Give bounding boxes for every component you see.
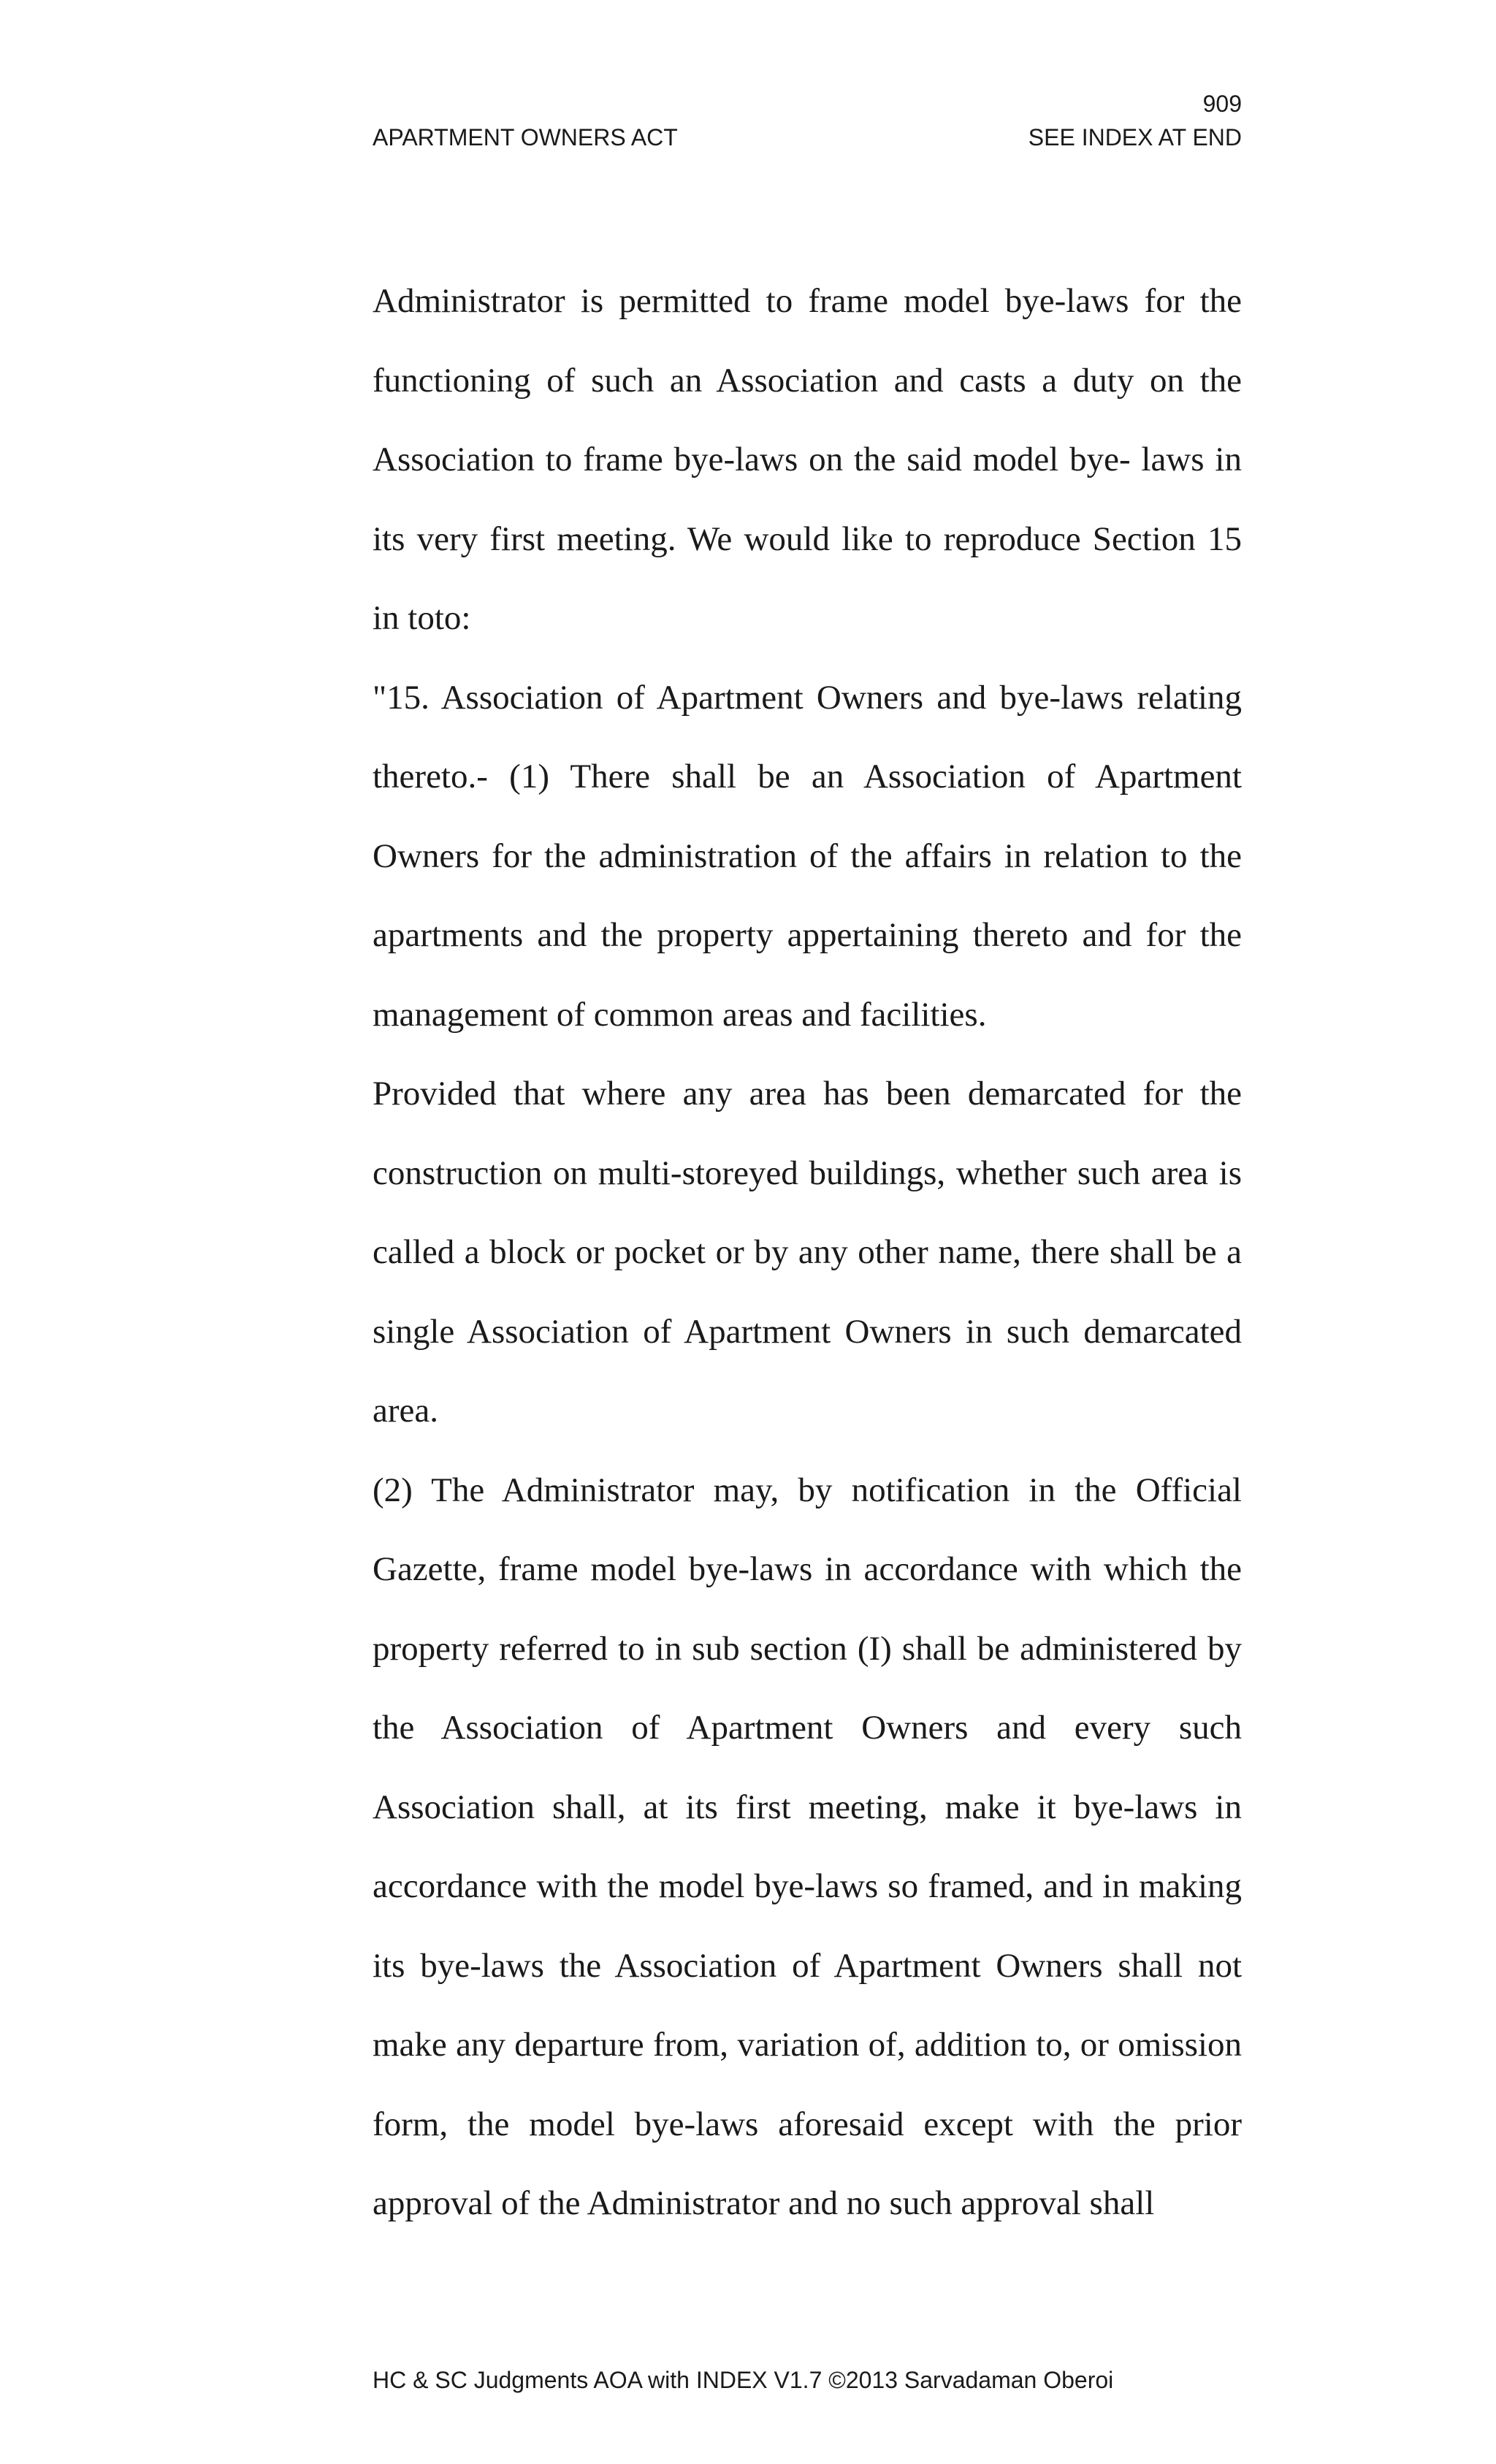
page-footer: HC & SC Judgments AOA with INDEX V1.7 ©2013 Sarvadaman Oberoi (373, 2367, 1114, 2393)
paragraph-section-15-1: "15. Association of Apartment Owners and bye-laws relating thereto.- (1) There shall be an Association of Apartment Owners for the administration of the affairs in relation to the apartments and the property appertaining thereto and for the management of common areas and facilities. (373, 678, 1242, 1034)
paragraph-section-15-2: (2) The Administrator may, by notification in the Official Gazette, frame model bye-laws in accordance with which the property referred to in sub section (I) shall be administered by the Association of Apartment Owners and every such Association shall, at its first meeting, make it bye-laws in accordance with the model bye-laws so framed, and in making its bye-laws the Association of Apartment Owners shall not make any departure from, variation of, addition to, or omission form, the model bye-laws aforesaid except with the prior approval of the Administrator and no such approval shall (373, 1471, 1242, 2222)
document-body (373, 262, 1242, 2243)
running-header-title: APARTMENT OWNERS ACT (373, 124, 678, 150)
running-header-index-note: SEE INDEX AT END (1028, 124, 1242, 150)
paragraph-proviso: Provided that where any area has been demarcated for the construction on multi-storeyed buildings, whether such area is called a block or pocket or by any other name, there shall be a single Association of Apartment Owners in such demarcated area. (373, 1075, 1242, 1430)
paragraph-intro: Administrator is permitted to frame model bye-laws for the functioning of such an Association and casts a duty on the Association to frame bye-laws on the said model bye- laws in its very first meeting. We would like to reproduce Section 15 in toto: (373, 282, 1242, 637)
page-number: 909 (1202, 91, 1242, 117)
